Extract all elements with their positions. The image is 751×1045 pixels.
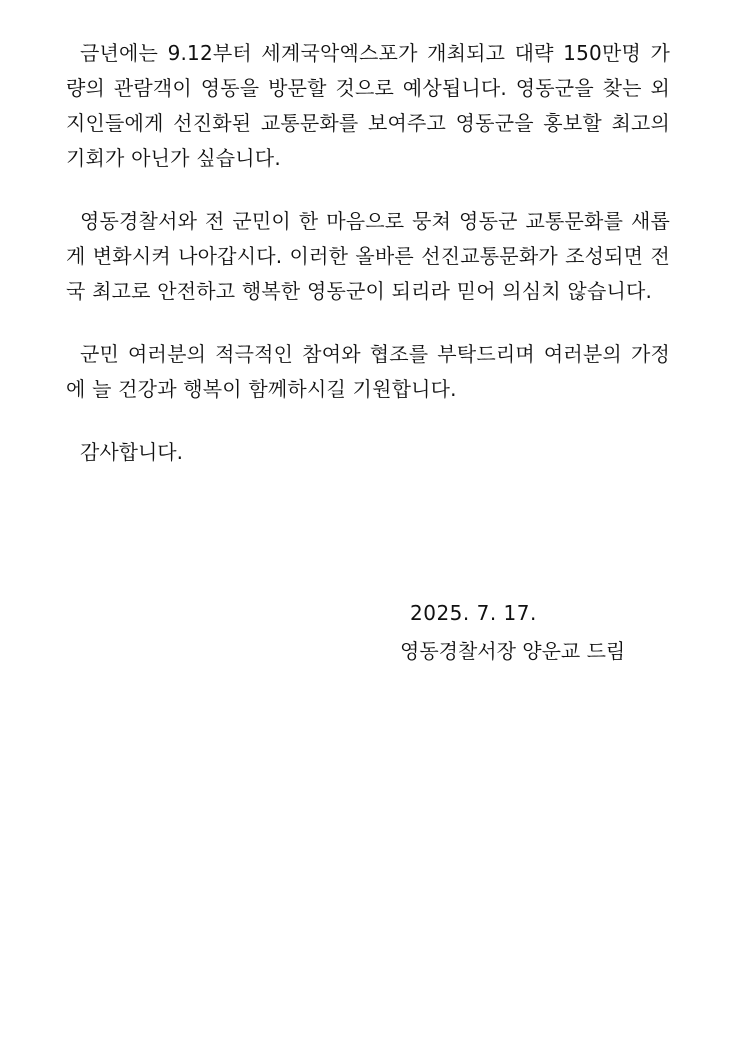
paragraph-text: 군민 여러분의 적극적인 참여와 협조를 부탁드리며 여러분의 가정에 늘 건강과 행복이 함께하시길 기원합니다. xyxy=(66,342,670,401)
paragraph-request xyxy=(66,337,670,407)
closing-text: 감사합니다. xyxy=(80,440,183,464)
signature-block xyxy=(400,596,700,668)
paragraph-traffic-culture xyxy=(66,204,670,309)
paragraph-text: 영동경찰서와 전 군민이 한 마음으로 뭉쳐 영동군 교통문화를 새롭게 변화시켜 나아갑시다. 이러한 올바른 선진교통문화가 조성되면 전국 최고로 안전하고 행복한 영동군이 되리라 믿어 의심치 않습니다. xyxy=(66,209,670,303)
letter-date: 2025. 7. 17. xyxy=(410,601,537,625)
letter-body xyxy=(66,36,670,470)
paragraph-text: 금년에는 9.12부터 세계국악엑스포가 개최되고 대략 150만명 가량의 관람객이 영동을 방문할 것으로 예상됩니다. 영동군을 찾는 외지인들에게 선진화된 교통문화를 보여주고 영동군을 홍보할 최고의 기회가 아닌가 싶습니다. xyxy=(66,41,670,170)
paragraph-expo xyxy=(66,36,670,176)
signer-name: 영동경찰서장 양운교 드림 xyxy=(400,639,626,663)
